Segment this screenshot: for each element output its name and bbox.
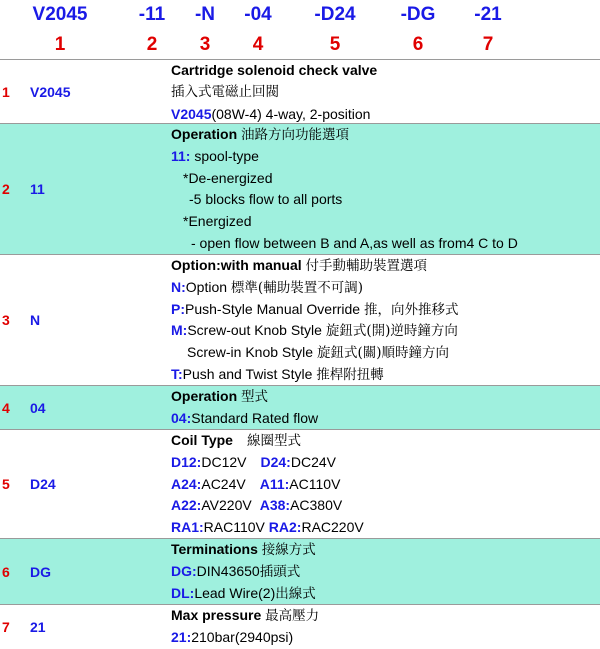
option-description-cn: 推，向外推移式 [363, 301, 459, 318]
code-segment-5: -D24 [314, 4, 356, 25]
state-label: *De-energized [183, 169, 273, 186]
option-line [171, 561, 600, 583]
coil-voltage: RAC110V [203, 519, 265, 536]
option-code: P: [171, 300, 185, 317]
code-segment-2: -11 [138, 4, 166, 25]
row-description [171, 539, 600, 604]
option-code: DG: [171, 562, 197, 579]
option-line [171, 408, 600, 430]
row-number: 4 [2, 399, 10, 416]
coil-code: A24: [171, 475, 202, 492]
row-description [171, 60, 600, 125]
state-label: *Energized [183, 213, 252, 230]
option-description-cn: 插頭式 [259, 563, 301, 580]
coil-line [171, 474, 600, 496]
option-description: Push and Twist Style [182, 365, 317, 382]
row-code: DG [30, 563, 51, 580]
row-title-cn: 油路方向功能選項 [241, 127, 350, 143]
row-title: Max pressure [171, 607, 262, 623]
option-description-cn: 出線式 [275, 585, 316, 602]
coil-voltage: RAC220V [301, 519, 364, 536]
position-number-3: 3 [199, 34, 211, 55]
row-title-line [171, 124, 600, 146]
option-code: 04: [171, 409, 192, 426]
row-title-line [171, 386, 600, 408]
option-code: N: [171, 278, 186, 295]
coil-voltage: AC380V [290, 497, 343, 514]
option-code: 21: [171, 628, 192, 645]
row-title-cn: 線圈型式 [246, 433, 301, 449]
coil-code: A38: [259, 497, 291, 514]
option-description: Option [185, 278, 231, 295]
option-description-cn: 推桿附扭轉 [316, 366, 384, 383]
table-row [0, 430, 600, 539]
row-title-line [171, 539, 600, 561]
row-number: 2 [2, 181, 10, 197]
coil-code: D24: [260, 453, 291, 470]
option-line [171, 583, 600, 605]
row-code: N [30, 312, 41, 328]
option-line [171, 299, 600, 321]
row-title-line [171, 255, 600, 277]
position-number-header [0, 30, 600, 60]
code-segment-3: -N [194, 4, 216, 25]
option-description: Screw-out Knob Style [187, 322, 326, 339]
row-title: Operation [171, 126, 238, 142]
coil-code: RA1: [171, 519, 204, 536]
row-title: Option:with manual [171, 257, 302, 273]
row-description [171, 255, 600, 386]
coil-voltage: DC24V [290, 453, 336, 470]
position-number-6: 6 [412, 34, 424, 55]
coil-code: A22: [171, 497, 202, 514]
coil-code: A11: [259, 475, 290, 492]
coil-code: RA2: [268, 519, 302, 536]
option-description: Screw-in Knob Style [187, 344, 317, 361]
row-description [171, 386, 600, 430]
table-row [0, 255, 600, 386]
row-description [171, 430, 600, 539]
coil-line [171, 495, 600, 517]
ordering-code-table [0, 59, 600, 649]
table-row [0, 59, 600, 124]
option-description-cn: 旋鈕式(開)逆時鐘方向 [325, 323, 458, 340]
row-title: Operation [171, 388, 238, 404]
model-code: V2045 [171, 105, 212, 122]
coil-voltage: AC110V [289, 475, 341, 492]
row-title: Cartridge solenoid check valve [171, 62, 378, 78]
position-number-4: 4 [252, 34, 264, 55]
option-code: T: [171, 365, 183, 382]
row-description [171, 124, 600, 255]
row-code: V2045 [30, 83, 71, 100]
option-code: DL: [171, 584, 195, 601]
row-code: 21 [30, 619, 46, 635]
option-description: spool-type [190, 147, 259, 164]
option-line [171, 320, 600, 342]
option-description: Push-Style Manual Override [185, 300, 364, 317]
row-title-cn: 付手動輔助裝置選項 [305, 258, 428, 274]
state-description: - open flow between B and A,as well as from4 C to D [191, 234, 518, 251]
coil-voltage: AV220V [201, 497, 252, 514]
table-row [0, 539, 600, 605]
row-description [171, 605, 600, 649]
row-subtitle-cn: 插入式電磁止回閥 [171, 83, 279, 100]
option-description: 210bar(2940psi) [191, 628, 294, 645]
option-line [171, 627, 600, 649]
row-number: 6 [2, 563, 10, 580]
option-description: DIN43650 [196, 562, 260, 579]
option-line [171, 342, 600, 364]
row-code: 11 [30, 181, 45, 197]
option-line [171, 364, 600, 386]
row-number: 7 [2, 619, 10, 635]
row-title-line [171, 430, 600, 452]
row-title: Terminations [171, 541, 258, 557]
row-number: 3 [2, 312, 10, 328]
coil-voltage: DC12V [201, 453, 247, 470]
coil-voltage: AC24V [201, 475, 246, 492]
table-row [0, 124, 600, 255]
option-description: Lead Wire(2) [194, 584, 276, 601]
row-title-cn: 最高壓力 [265, 608, 320, 624]
row-code: 04 [30, 399, 46, 416]
position-number-2: 2 [146, 34, 158, 55]
position-number-7: 7 [482, 34, 494, 55]
option-code: M: [171, 322, 188, 339]
model-code-header [0, 0, 600, 30]
state-description: -5 blocks flow to all ports [189, 191, 343, 208]
row-title-cn: 接線方式 [261, 542, 316, 558]
row-model-line [171, 104, 600, 126]
option-line [171, 277, 600, 299]
row-title-cn: 型式 [241, 389, 269, 405]
row-number: 5 [2, 476, 10, 492]
option-description-cn: 旋鈕式(關)順時鐘方向 [316, 345, 449, 362]
row-title: Coil Type [171, 432, 233, 448]
code-segment-1: V2045 [32, 4, 88, 25]
option-description: Standard Rated flow [191, 409, 319, 426]
row-title-line [171, 605, 600, 627]
position-number-5: 5 [329, 34, 341, 55]
table-row [0, 386, 600, 430]
table-row [0, 605, 600, 649]
code-segment-7: -21 [474, 4, 502, 25]
coil-line [171, 517, 600, 539]
code-segment-4: -04 [244, 4, 272, 25]
option-line [171, 146, 600, 168]
code-segment-6: -DG [400, 4, 436, 25]
model-description: (08W-4) 4-way, 2-position [211, 105, 371, 122]
coil-code: D12: [171, 453, 202, 470]
row-number: 1 [2, 83, 10, 100]
position-number-1: 1 [54, 34, 66, 55]
coil-line [171, 452, 600, 474]
row-code: D24 [30, 476, 56, 492]
option-code: 11: [171, 147, 191, 164]
option-description-cn: 標準(輔助裝置不可調) [230, 279, 363, 296]
